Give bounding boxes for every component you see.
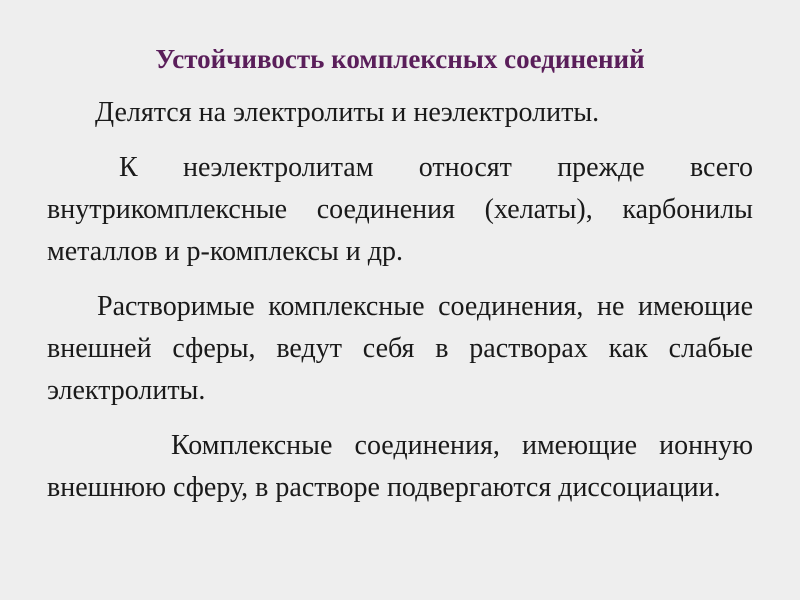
- slide-body: [47, 92, 753, 522]
- slide-title: Устойчивость комплексных соединений: [155, 44, 645, 74]
- paragraph-non-electrolytes: К неэлектролитам относят прежде всего внутрикомплексные соединения (хелаты), карбонилы металлов и р-комплексы и др.: [47, 152, 753, 267]
- paragraph-electrolytes: Делятся на электролиты и неэлектролиты.: [95, 97, 600, 128]
- paragraph-dissociation: Комплексные соединения, имеющие ионную внешнюю сферу, в растворе подвергаются диссоциации.: [47, 430, 753, 503]
- paragraph-weak-electrolytes: Растворимые комплексные соединения, не имеющие внешней сферы, ведут себя в растворах как слабые электролиты.: [47, 291, 753, 406]
